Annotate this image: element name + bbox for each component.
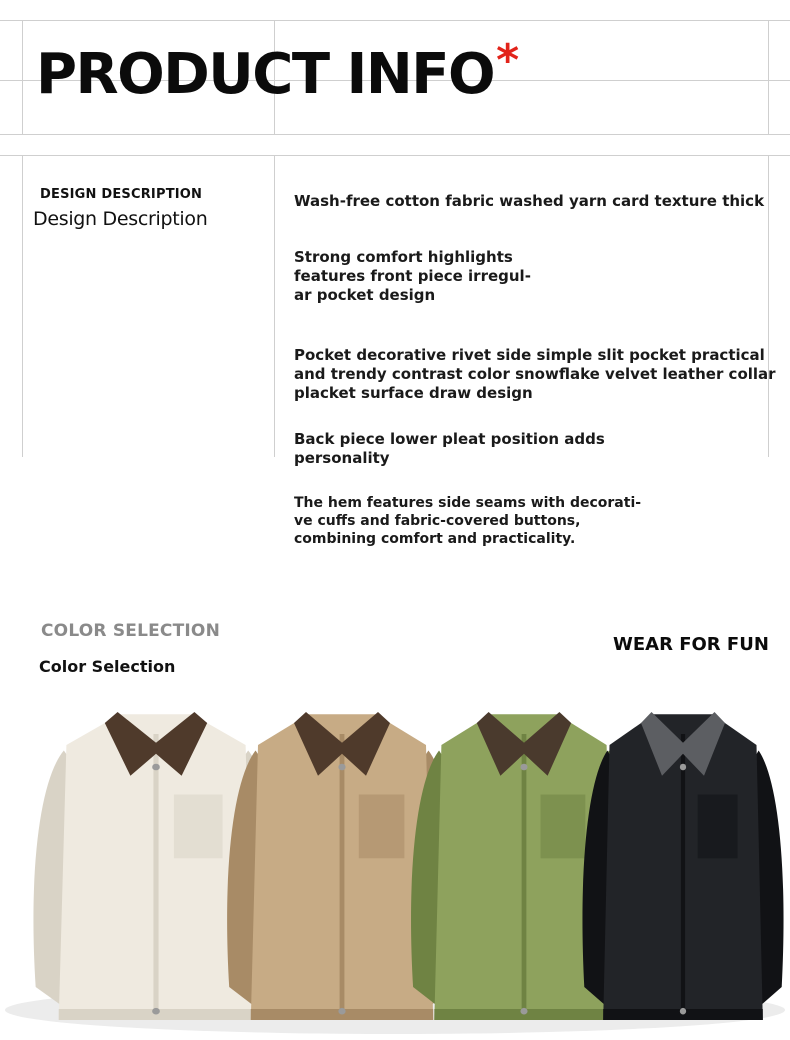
description-line: features front piece irregul- (294, 267, 531, 285)
description-line: combining comfort and practicality. (294, 531, 576, 547)
grid-line-section-top (0, 155, 790, 156)
grid-line-v-left-lower (22, 155, 23, 457)
design-description-label: DESIGN DESCRIPTION (40, 187, 203, 202)
description-paragraph (294, 430, 605, 468)
page-title: PRODUCT INFO* (36, 35, 518, 107)
description-line: Strong comfort highlights (294, 248, 513, 266)
wear-for-fun-tagline: WEAR FOR FUN (613, 634, 769, 655)
grid-line-v-right-lower (768, 155, 769, 457)
description-paragraph (294, 248, 531, 305)
description-line: Wash-free cotton fabric washed yarn card texture thick (294, 192, 765, 210)
grid-line-header-bottom (0, 134, 790, 135)
description-line: personality (294, 449, 390, 467)
grid-line-top (0, 20, 790, 21)
design-description-heading: Design Description (33, 208, 208, 230)
color-selection-label: COLOR SELECTION (41, 621, 220, 641)
description-line: and trendy contrast color snowflake velvet leather collar (294, 365, 776, 383)
black-jacket (582, 712, 783, 1020)
description-line: Pocket decorative rivet side simple slit pocket practical (294, 346, 765, 364)
description-line: Back piece lower pleat position adds (294, 430, 605, 448)
description-line: ve cuffs and fabric-covered buttons, (294, 513, 581, 529)
title-asterisk: * (496, 35, 518, 86)
description-paragraph (294, 346, 776, 403)
description-paragraph (294, 494, 641, 548)
description-paragraph (294, 192, 764, 211)
color-selection-heading: Color Selection (39, 657, 176, 676)
grid-line-v-right (768, 20, 769, 135)
description-line: placket surface draw design (294, 384, 533, 402)
jackets-image (0, 690, 790, 1040)
grid-line-v-left (22, 20, 23, 135)
grid-line-v-mid-lower (274, 155, 275, 457)
description-line: The hem features side seams with decorati- (294, 495, 642, 511)
description-line: ar pocket design (294, 286, 436, 304)
